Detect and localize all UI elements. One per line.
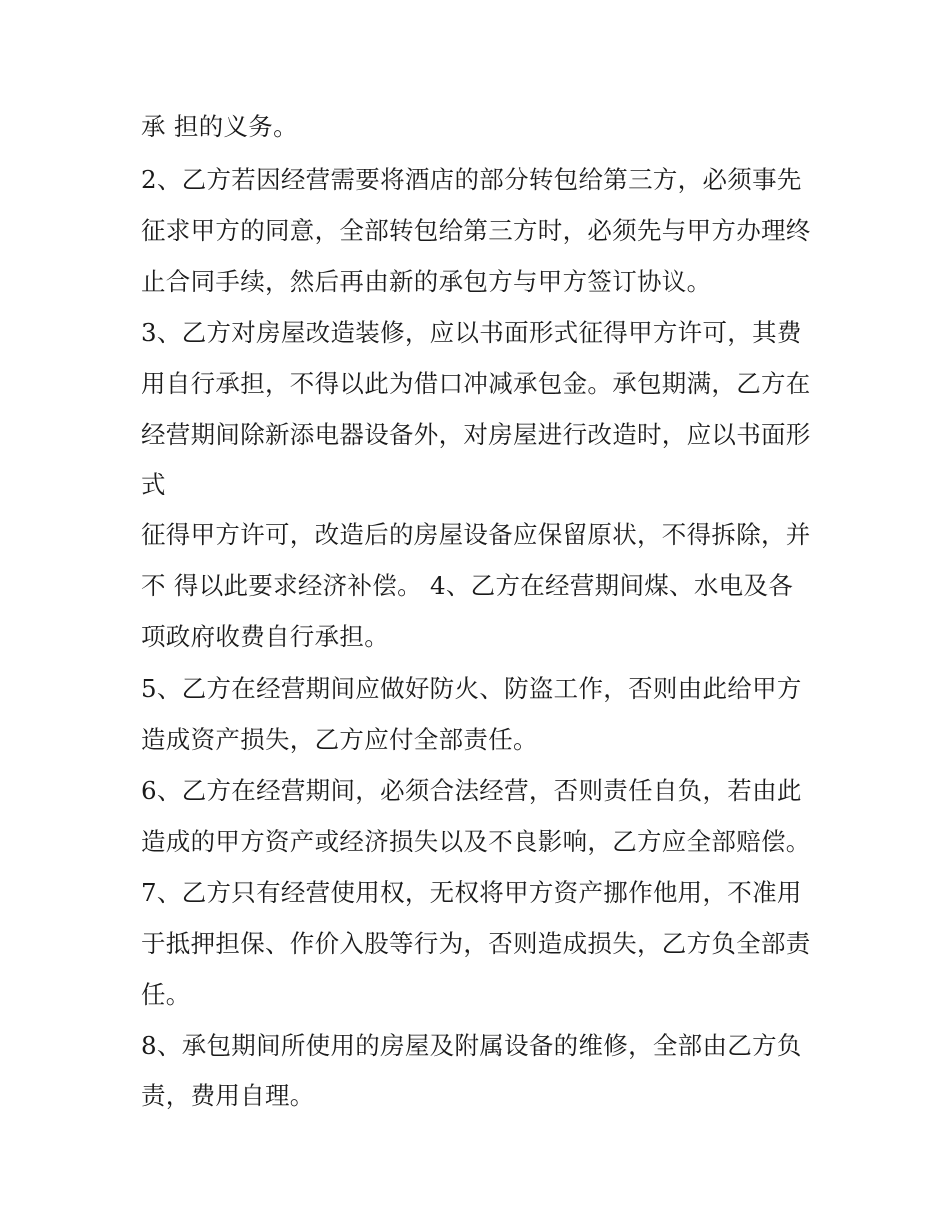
text-line: 征得甲方许可，改造后的房屋设备应保留原状，不得拆除，并	[141, 520, 811, 549]
text-line: 造成的甲方资产或经济损失以及不良影响，乙方应全部赔偿。	[141, 827, 811, 856]
text-line: 经营期间除新添电器设备外，对房屋进行改造时，应以书面形	[141, 420, 811, 449]
text-line: 止合同手续，然后再由新的承包方与甲方签订协议。	[141, 267, 712, 296]
text-line: 7、乙方只有经营使用权，无权将甲方资产挪作他用，不准用	[141, 878, 802, 907]
text-line: 不 得以此要求经济补偿。 4、乙方在经营期间煤、水电及各	[141, 571, 794, 600]
text-line: 5、乙方在经营期间应做好防火、防盗工作，否则由此给甲方	[141, 674, 802, 703]
text-line: 项政府收费自行承担。	[141, 622, 389, 651]
text-line: 2、乙方若因经营需要将酒店的部分转包给第三方，必须事先	[141, 165, 802, 194]
text-line: 任。	[141, 980, 191, 1009]
text-line: 用自行承担，不得以此为借口冲减承包金。承包期满，乙方在	[141, 369, 811, 398]
text-line: 责，费用自理。	[141, 1081, 315, 1110]
text-line: 造成资产损失，乙方应付全部责任。	[141, 725, 538, 754]
text-line: 于抵押担保、作价入股等行为，否则造成损失，乙方负全部责	[141, 929, 811, 958]
text-line: 3、乙方对房屋改造装修，应以书面形式征得甲方许可，其费	[141, 318, 802, 347]
text-line: 8、承包期间所使用的房屋及附属设备的维修，全部由乙方负	[141, 1031, 802, 1060]
text-line: 式	[141, 470, 166, 499]
text-line: 征求甲方的同意，全部转包给第三方时，必须先与甲方办理终	[141, 216, 811, 245]
text-line: 6、乙方在经营期间，必须合法经营，否则责任自负，若由此	[141, 776, 802, 805]
text-line: 承 担的义务。	[141, 112, 298, 141]
